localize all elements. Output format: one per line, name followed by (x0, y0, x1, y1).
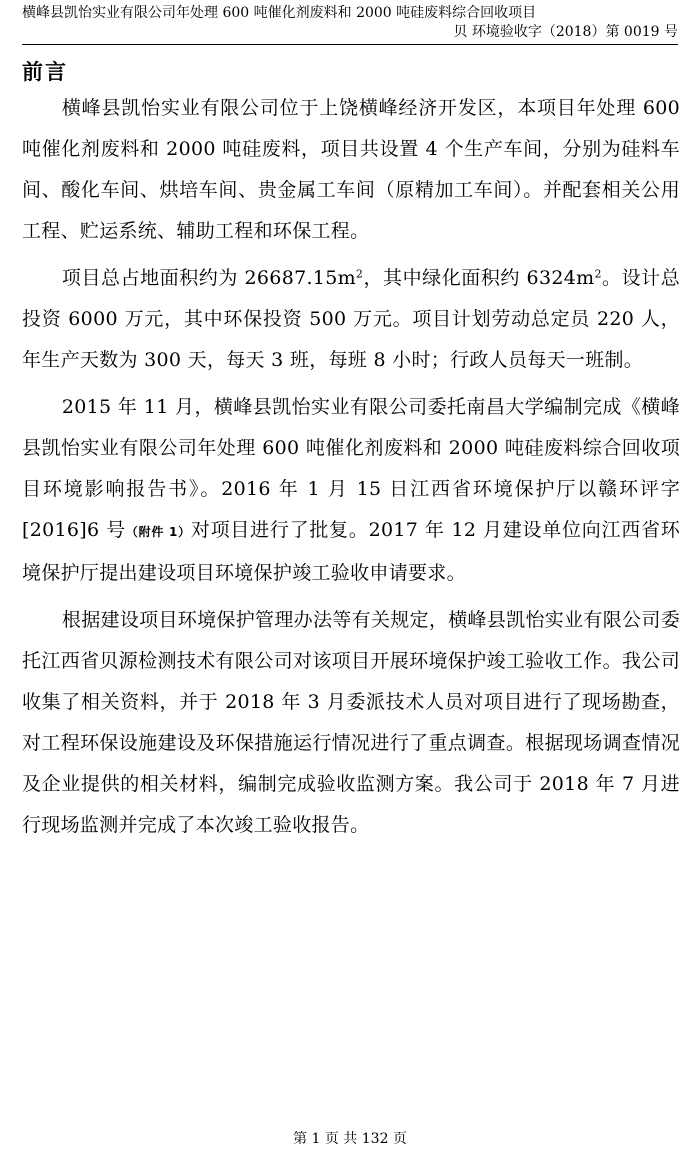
paragraph-acceptance-work: 根据建设项目环境保护管理办法等有关规定，横峰县凯怡实业有限公司委托江西省贝源检测技术有限公司对该项目开展环境保护竣工验收工作。我公司收集了相关资料，并于 2018 年 3 月委派技术人员对项目进行了现场勘查，对工程环保设施建设及环保措施运行情况进行了重点调查。根据现场调查情况及企业提供的相关材料，编制完成验收监测方案。我公司于 2018 年 7 月进行现场监测并完成了本次竣工验收报告。 (22, 609, 680, 836)
header-project-title: 横峰县凯怡实业有限公司年处理 600 吨催化剂废料和 2000 吨硅废料综合回收项目 (22, 5, 537, 21)
superscript: 2 (594, 267, 602, 281)
attachment-note: （附件 1） (125, 525, 191, 539)
body-text (22, 88, 680, 846)
header-document-number: 贝 环境验收字（2018）第 0019 号 (453, 24, 678, 40)
page-footer: 第 1 页 共 132 页 (293, 1131, 407, 1147)
superscript: 2 (355, 267, 364, 281)
text-span: ，其中绿化面积约 6324m (363, 267, 595, 289)
text-span: 项目总占地面积约为 26687.15m (61, 267, 356, 289)
paragraph-area-investment (22, 258, 680, 381)
section-title: 前言 (22, 60, 68, 84)
page-header (22, 4, 678, 45)
text-span: 对项目进行了批复。2017 年 12 月建设单位向江西省环境保护厅提出建设项目环境保护竣工验收申请要求。 (22, 519, 681, 584)
text-span: 。设计总投资 6000 万元，其中环保投资 500 万元。项目计划劳动总定员 220 人，年生产天数为 300 天，每天 3 班，每班 8 小时；行政人员每天一班制。 (22, 267, 680, 371)
paragraph-intro: 横峰县凯怡实业有限公司位于上饶横峰经济开发区，本项目年处理 600 吨催化剂废料和 2000 吨硅废料，项目共设置 4 个生产车间，分别为硅料车间、酸化车间、烘培车间、贵金属工车间（原精加工车间）。并配套相关公用工程、贮运系统、辅助工程和环保工程。 (22, 97, 680, 242)
paragraph-history (22, 387, 680, 594)
text-span: 2015 年 11 月，横峰县凯怡实业有限公司委托南昌大学编制完成《横峰县凯怡实业有限公司年处理 600 吨催化剂废料和 2000 吨硅废料综合回收项目环境影响报告书》。2016 年 1 月 15 日江西省环境保护厅以赣环评字[2016]6 号 (22, 396, 680, 541)
